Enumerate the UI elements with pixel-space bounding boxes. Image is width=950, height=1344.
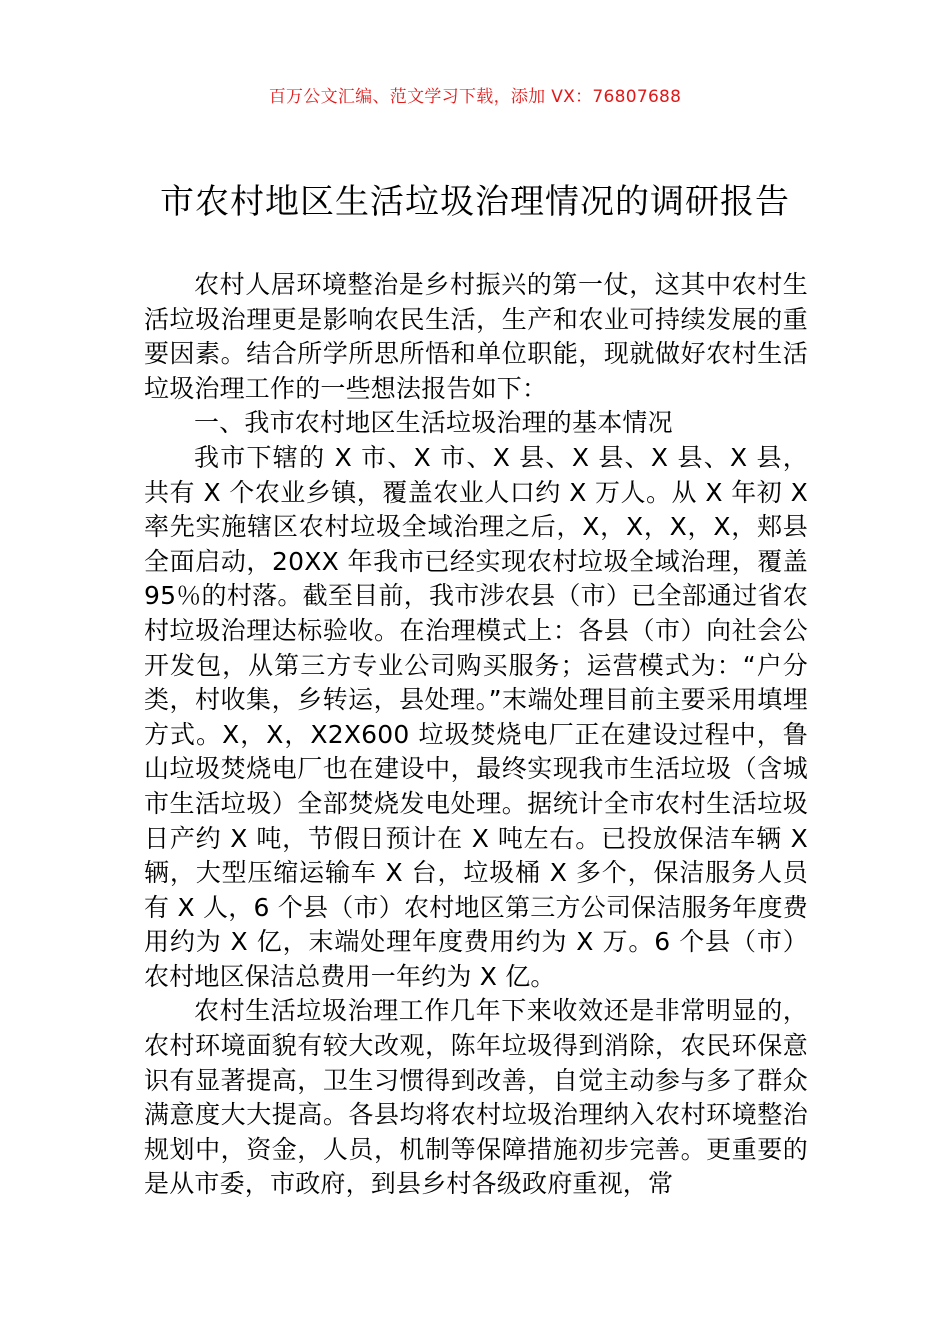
paragraph-results: 农村生活垃圾治理工作几年下来收效还是非常明显的，农村环境面貌有较大改观，陈年垃圾得到消除，农民环保意识有显著提高，卫生习惯得到改善，自觉主动参与多了群众满意度大大提高。各县均将农村垃圾治理纳入农村环境整治规划中，资金，人员，机制等保障措施初步完善。更重要的是从市委，市政府，到县乡村各级政府重视，常 bbox=[144, 996, 808, 1199]
section-heading: 一、我市农村地区生活垃圾治理的基本情况 bbox=[194, 408, 673, 438]
document-body bbox=[144, 268, 808, 1202]
paragraph-intro: 农村人居环境整治是乡村振兴的第一仗，这其中农村生活垃圾治理更是影响农民生活，生产和农业可持续发展的重要因素。结合所学所思所悟和单位职能，现就做好农村生活垃圾治理工作的一些想法报告如下： bbox=[144, 270, 808, 403]
document-title: 市农村地区生活垃圾治理情况的调研报告 bbox=[160, 182, 790, 222]
watermark-text: 百万公文汇编、范文学习下载，添加 VX：76807688 bbox=[268, 87, 682, 107]
paragraph-basic-situation: 我市下辖的 X 市、X 市、X 县、X 县、X 县、X 县，共有 X 个农业乡镇，覆盖农业人口约 X 万人。从 X 年初 X 率先实施辖区农村垃圾全域治理之后，X，X，X，X，郏县全面启动，20XX 年我市已经实现农村垃圾全域治理，覆盖 95％的村落。截至目前，我市涉农县（市）已全部通过省农村垃圾治理达标验收。在治理模式上：各县（市）向社会公开发包，从第三方专业公司购买服务；运营模式为：“户分类，村收集，乡转运，县处理。”末端处理目前主要采用填埋方式。X，X，X2X600 垃圾焚烧电厂正在建设过程中，鲁山垃圾焚烧电厂也在建设中，最终实现我市生活垃圾（含城市生活垃圾）全部焚烧发电处理。据统计全市农村生活垃圾日产约 X 吨，节假日预计在 X 吨左右。已投放保洁车辆 X 辆，大型压缩运输车 X 台，垃圾桶 X 多个，保洁服务人员有 X 人，6 个县（市）农村地区第三方公司保洁服务年度费用约为 X 亿，末端处理年度费用约为 X 万。6 个县（市）农村地区保洁总费用一年约为 X 亿。 bbox=[144, 442, 808, 991]
